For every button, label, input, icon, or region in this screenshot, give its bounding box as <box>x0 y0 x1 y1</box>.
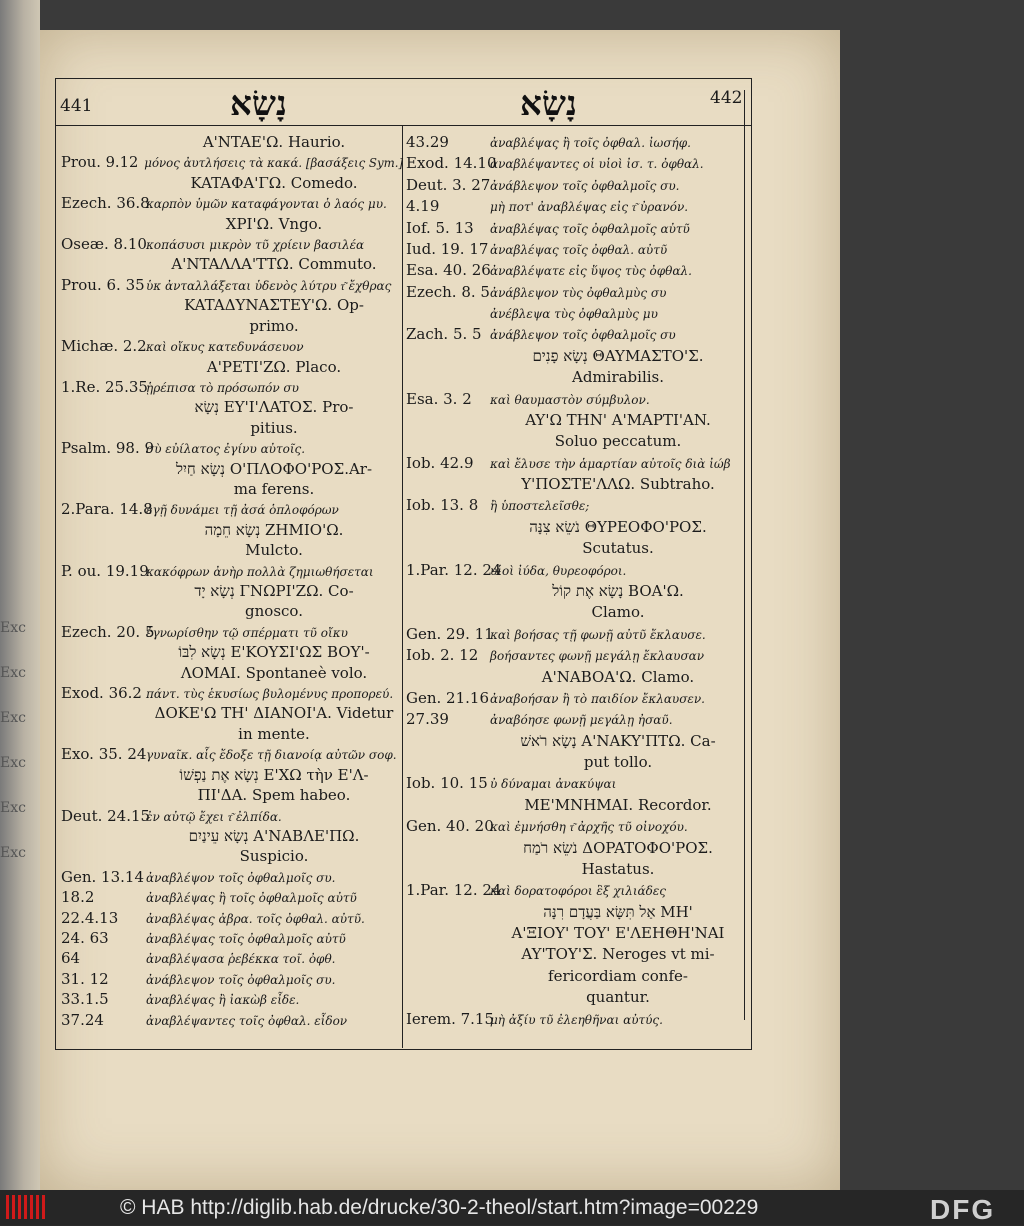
previous-page-text: Exc <box>0 620 26 636</box>
entry-line <box>406 1009 663 1030</box>
quotation: ἀναβλέψαντες τοῖς ὀφθαλ. εἶδον <box>146 1013 348 1028</box>
entry-line <box>494 752 742 772</box>
previous-page-text: Exc <box>0 665 26 681</box>
scripture-reference: Iob. 13. 8 <box>406 496 479 515</box>
quotation: ἀναβλέψας ἢ τοῖς ὀφθαλ. ἰωσήφ. <box>490 136 691 150</box>
entry-line <box>494 859 742 879</box>
entry-line <box>494 431 742 451</box>
headword: ΛOMAI. Spontaneè volo. <box>180 663 368 682</box>
scripture-reference: Prou. 9.12 <box>61 153 139 172</box>
quotation: ἢ ὑποστελεῖσθε; <box>490 499 590 514</box>
scripture-reference: Exo. 35. 24 <box>61 745 147 764</box>
headword: A'ΞIOY' TOY' E'ΛEHΘH'NAI <box>511 924 725 943</box>
headword: נְשָׂא חַיִל O'ΠΛOΦO'POΣ.Ar- <box>175 459 373 478</box>
entry-line <box>61 744 397 765</box>
headword: Admirabilis. <box>571 368 665 387</box>
entry-line <box>406 218 690 239</box>
scripture-reference: Esa. 3. 2 <box>406 389 472 408</box>
entry-line <box>494 474 742 494</box>
entry-line <box>150 724 398 744</box>
entry-line <box>61 867 335 888</box>
scripture-reference: Ezech. 8. 5 <box>406 282 490 301</box>
quotation: καὶ ἔλυσε τὴν ἁμαρτίαν αὐτοῖς διὰ ἰώβ <box>490 456 731 471</box>
entry-line <box>61 683 393 704</box>
entry-line <box>494 902 742 922</box>
entry-line <box>406 880 666 901</box>
entry-line <box>406 816 688 837</box>
headword: נֹשֵׂא צִנָּה ΘYPEOΦO'POΣ. <box>529 517 707 536</box>
scripture-reference: Gen. 13.14 <box>61 867 144 886</box>
entry-line <box>150 357 398 377</box>
headword: ma ferens. <box>233 479 315 498</box>
scripture-reference: Oseæ. 8.10 <box>61 235 147 254</box>
entry-line <box>150 418 398 438</box>
entry-line <box>150 254 398 274</box>
entry-line <box>406 688 705 709</box>
entry-line <box>61 887 357 908</box>
headword: Mulcto. <box>245 541 303 560</box>
headword: Hastatus. <box>581 859 655 878</box>
entry-line <box>494 667 742 687</box>
entry-line <box>494 410 742 430</box>
entry-line <box>494 367 742 387</box>
entry-line <box>406 453 731 474</box>
entry-line <box>150 765 398 785</box>
quotation: ὐ δύναμαι ἀνακύψαι <box>490 777 617 792</box>
previous-page-text: Exc <box>0 800 26 816</box>
headword: נְשָׂא לִבּוֹ E'KOYΣI'ΩΣ BOY'- <box>178 643 370 662</box>
entry-line <box>150 316 398 336</box>
entry-line <box>150 785 398 805</box>
entry-line <box>494 923 742 943</box>
entry-line <box>150 703 398 723</box>
entry-line <box>406 645 704 666</box>
headword: נְשָׂא יָד ΓNΩPI'ZΩ. Co- <box>194 582 354 600</box>
headword: put tollo. <box>583 753 653 772</box>
headword: נְשָׂא אֶת נַפְשׁוֹ E'XΩ τὴν E'Λ- <box>179 765 369 784</box>
quotation: καὶ οἴκυς κατεδυνάσευον <box>146 340 304 355</box>
quotation: ὑκ ἀνταλλάξεται ὑδενὸς λύτρυ τ͂ ἔχθρας <box>146 278 392 293</box>
scripture-reference: 1.Par. 12. 24 <box>406 881 502 900</box>
scripture-reference: P. ou. 19.19 <box>61 561 149 580</box>
quotation: κοπάσυσι μικρὸν τῦ χρίειν βασιλέα <box>146 238 365 253</box>
scripture-reference: 64 <box>61 949 81 968</box>
entry-line <box>406 239 667 260</box>
entry-line <box>494 602 742 622</box>
entry-line <box>150 214 398 234</box>
entry-line <box>61 1010 347 1031</box>
entry-line <box>406 303 658 324</box>
entry-line <box>406 495 589 516</box>
scripture-reference: Deut. 24.15 <box>61 806 151 825</box>
running-head-left: נָשָׂא <box>230 84 287 124</box>
quotation: υἱοὶ ἰύδα, θυρεοφόροι. <box>490 563 627 578</box>
hab-logo-icon <box>6 1195 46 1219</box>
scripture-reference: Iob. 10. 15 <box>406 774 488 793</box>
entry-line <box>150 173 398 193</box>
entry-line <box>406 153 704 174</box>
entry-line <box>406 624 706 645</box>
quotation: ἀνάβλεψον τὺς ὀφθαλμὺς συ <box>490 285 667 300</box>
quotation: ἀναβλέψας ἢ τοῖς ὀφθαλμοῖς αὐτῦ <box>146 891 357 906</box>
quotation: ἀναβόησε φωνῇ μεγάλῃ ἠσαῦ. <box>490 713 673 728</box>
headword: in mente. <box>238 724 310 743</box>
entry-line <box>494 538 742 558</box>
headword: XPI'Ω. Vngo. <box>225 214 323 233</box>
scripture-reference: 27.39 <box>406 710 449 729</box>
scripture-reference: 1.Par. 12. 24 <box>406 560 502 579</box>
entry-line <box>406 260 692 281</box>
quotation: ἀνέβλεψα τὺς ὀφθαλμὺς μυ <box>490 307 658 322</box>
previous-page-text: Exc <box>0 755 26 771</box>
entry-line <box>494 838 742 858</box>
header-rule <box>55 125 752 126</box>
entry-line <box>61 622 348 643</box>
scripture-reference: Iob. 2. 12 <box>406 646 479 665</box>
quotation: μόνος ἀυτλήσεις τὰ κακά. [βασάξεις Sym.] <box>144 156 404 171</box>
entry-line <box>61 806 282 827</box>
entry-line <box>406 175 679 196</box>
headword: נְשָׂא חֵמָה ZHMIO'Ω. <box>204 520 344 539</box>
entry-line <box>61 928 346 949</box>
scripture-reference: 31. 12 <box>61 969 109 988</box>
entry-line <box>61 969 335 990</box>
headword: gnosco. <box>245 602 303 621</box>
scripture-reference: 24. 63 <box>61 928 109 947</box>
entry-line <box>61 438 305 459</box>
page-number-left: 441 <box>60 96 93 116</box>
quotation: καρπὸν ὑμῶν καταφάγονται ὁ λαός μυ. <box>146 197 387 212</box>
entry-line <box>150 520 398 540</box>
quotation: ἀναβλέψας τοῖς ὀφθαλ. αὐτῦ <box>490 242 668 257</box>
quotation: σὺ εὐίλατος ἐγίνυ αὐτοῖς. <box>146 442 306 457</box>
quotation: ἀναβλέψατε εἰς ὕψος τὺς ὀφθαλ. <box>490 264 692 279</box>
entry-line <box>61 377 299 398</box>
headword: KATAΦA'ΓΩ. Comedo. <box>190 173 358 192</box>
headword: נְשָׂא EY'I'ΛATOΣ. Pro- <box>194 398 354 417</box>
entry-line <box>150 479 398 499</box>
entry-line <box>406 324 676 345</box>
quotation: ἀναβοήσαν ἢ τὸ παιδίον ἔκλαυσεν. <box>490 691 705 706</box>
quotation: ᾑρέπισα τὸ πρόσωπόν συ <box>146 380 299 395</box>
entry-line <box>61 499 339 520</box>
headword: A'NTAE'Ω. Haurio. <box>202 133 346 151</box>
entry-line <box>150 642 398 662</box>
entry-line <box>406 132 691 153</box>
quotation: γυναῖκ. αἷς ἔδοξε τῇ διανοίᾳ αὐτῶν σοφ. <box>146 748 397 763</box>
entry-line <box>150 459 398 479</box>
scripture-reference: 37.24 <box>61 1010 104 1029</box>
scripture-reference: Deut. 3. 27 <box>406 175 491 194</box>
scripture-reference: 2.Para. 14.8 <box>61 500 153 519</box>
scripture-reference: Prou. 6. 35 <box>61 275 145 294</box>
entry-line <box>61 152 403 173</box>
scripture-reference: Iob. 42.9 <box>406 453 474 472</box>
quotation: βοήσαντες φωνῇ μεγάλῃ ἔκλαυσαν <box>490 649 705 664</box>
quotation: μὴ ποτ' ἀναβλέψας εἰς τ͂ ὐρανόν. <box>490 200 689 215</box>
headword: Scutatus. <box>582 539 654 558</box>
entry-line <box>494 966 742 986</box>
quotation: καὶ θαυμαστὸν σύμβυλον. <box>490 392 650 407</box>
scripture-reference: Ierem. 7.15 <box>406 1009 495 1028</box>
entry-line <box>61 561 374 582</box>
quotation: ἀνάβλεψον τοῖς ὀφθαλμοῖς συ. <box>146 972 336 987</box>
headword: נְשָׂא עֵינַיִם A'NABΛE'ΠΩ. <box>188 826 360 845</box>
entry-line <box>494 581 742 601</box>
quotation: ἀναβλέψασα ῥεβέκκα τοῖ. ὀφθ. <box>146 952 336 967</box>
entry-line <box>150 846 398 866</box>
headword: AY'Ω THN' A'MAPTI'AN. <box>525 410 711 429</box>
entry-line <box>406 282 666 303</box>
quotation: μὴ ἀξίυ τῦ ἐλεηθῆναι αὐτύς. <box>490 1012 663 1027</box>
entry-line <box>494 517 742 537</box>
quotation: ἀναβλέψαντες οἱ υἱοὶ ἰσ. τ. ὀφθαλ. <box>490 157 704 172</box>
headword: נֹשֵׂא רֹמַח ΔOPATOΦO'POΣ. <box>523 838 713 857</box>
scripture-reference: Gen. 40. 20 <box>406 817 494 836</box>
headword: A'NTAΛΛA'TTΩ. Commuto. <box>171 255 377 274</box>
headword: ME'MNHMAI. Recordor. <box>524 795 712 814</box>
quotation: ἐν αὐτῷ ἔχει τ͂ ἐλπίδα. <box>146 809 282 824</box>
entry-line <box>150 397 398 417</box>
running-head-right: נָשָׂא <box>520 84 577 124</box>
entry-line <box>61 336 304 357</box>
headword: נָשָׂא אֶת קוֹל BOA'Ω. <box>552 582 684 600</box>
headword: AY'TOY'Σ. Neroges vt mi- <box>521 945 715 964</box>
headword: primo. <box>249 316 299 335</box>
quotation: ἀναβλέψας τοῖς ὀφθαλμοῖς αὐτῦ <box>490 221 690 236</box>
headword: אַל תִּשָּׂא בַּעֲדָם רִנָּה MH' <box>543 902 693 921</box>
quotation: καὶ ἐμνήσθη τ͂ ἀρχῆς τῦ οἰνοχόυ. <box>490 820 688 835</box>
quotation: καὶ δορατοφόροι ἓξ χιλιάδες <box>490 884 667 899</box>
scripture-reference: Psalm. 98. 9 <box>61 439 155 458</box>
scripture-reference: Iud. 19. 17 <box>406 239 489 258</box>
entry-line <box>406 709 673 730</box>
entry-line <box>150 295 398 315</box>
scripture-reference: 33.1.5 <box>61 990 109 1009</box>
entry-line <box>406 389 650 410</box>
entry-line <box>61 234 364 255</box>
headword: KATAΔYNAΣTEY'Ω. Op- <box>184 296 364 315</box>
entry-line <box>494 944 742 964</box>
scripture-reference: Zach. 5. 5 <box>406 325 482 344</box>
entry-line <box>150 826 398 846</box>
scripture-reference: Exod. 14.10 <box>406 154 497 173</box>
quotation: πάντ. τὺς ἑκυσίως βυλομένυς προπορεύ. <box>146 687 394 702</box>
quotation: κακόφρων ἀνὴρ πολλὰ ζημιωθήσεται <box>146 564 374 579</box>
outer-rule <box>744 90 745 1020</box>
entry-line <box>61 275 391 296</box>
headword: נָשָׂא רֹאשׁ A'NAKY'ΠTΩ. Ca- <box>520 731 716 750</box>
headword: Y'ΠOΣTE'ΛΛΩ. Subtraho. <box>521 475 715 494</box>
headword: ΔOKE'Ω TH' ΔIANOI'A. Videtur <box>154 704 394 723</box>
scripture-reference: Iof. 5. 13 <box>406 218 474 237</box>
headword: Suspicio. <box>239 847 309 866</box>
scripture-reference: 18.2 <box>61 888 95 907</box>
scripture-reference: 22.4.13 <box>61 908 119 927</box>
headword: נְשָׂא פָנִים ΘAYMAΣTO'Σ. <box>532 346 704 365</box>
entry-line <box>150 601 398 621</box>
scripture-reference: 1.Re. 25.35 <box>61 377 148 396</box>
entry-line <box>150 132 398 152</box>
page-number-right: 442 <box>710 88 743 108</box>
entry-line <box>61 989 299 1010</box>
headword: Soluo peccatum. <box>554 432 682 451</box>
scripture-reference: 43.29 <box>406 133 449 151</box>
column-divider <box>402 125 403 1048</box>
quotation: ἀναβλέψον τοῖς ὀφθαλμοῖς συ. <box>146 870 336 885</box>
dfg-logo: DFG <box>930 1194 996 1225</box>
scripture-reference: Gen. 21.16 <box>406 688 489 707</box>
entry-line <box>150 663 398 683</box>
entry-line <box>494 346 742 366</box>
quotation: καὶ βοήσας τῇ φωνῇ αὐτῦ ἔκλαυσε. <box>490 627 706 642</box>
entry-line <box>150 581 398 601</box>
entry-line <box>61 908 365 929</box>
quotation: ἐγῇ δυνάμει τῇ ἀσά ὁπλοφόρων <box>146 503 339 518</box>
headword: pitius. <box>250 418 298 437</box>
entry-line <box>61 948 336 969</box>
previous-page-text: Exc <box>0 710 26 726</box>
entry-line <box>406 196 688 217</box>
entry-line <box>406 773 616 794</box>
entry-line <box>61 193 387 214</box>
previous-page-text: Exc <box>0 845 26 861</box>
scripture-reference: Esa. 40. 26 <box>406 261 491 280</box>
headword: A'NABOA'Ω. Clamo. <box>541 667 695 686</box>
entry-line <box>150 540 398 560</box>
headword: quantur. <box>586 988 650 1007</box>
entry-line <box>406 560 626 581</box>
quotation: ἀναβλέψας ἢ ἰακὼβ εἶδε. <box>146 993 300 1008</box>
headword: ΠI'ΔA. Spem habeo. <box>197 786 351 805</box>
previous-page-edge <box>0 0 40 1190</box>
entry-line <box>494 731 742 751</box>
quotation: ἀναβλέψας ἀβρα. τοῖς ὀφθαλ. αὐτῦ. <box>146 911 365 926</box>
scripture-reference: Gen. 29. 11 <box>406 624 494 643</box>
quotation: ἀνάβλεψον τοῖς ὀφθαλμοῖς συ. <box>490 178 680 193</box>
entry-line <box>494 987 742 1007</box>
headword: A'PETI'ZΩ. Placo. <box>206 357 342 376</box>
scripture-reference: Ezech. 36.8 <box>61 194 150 213</box>
footer-copyright: © HAB http://diglib.hab.de/drucke/30-2-theol/start.htm?image=00229 <box>120 1196 759 1219</box>
scripture-reference: Ezech. 20. 5 <box>61 622 155 641</box>
scripture-reference: Michæ. 2.2 <box>61 337 147 356</box>
scripture-reference: Exod. 36.2 <box>61 684 142 703</box>
quotation: ἐγνωρίσθην τῷ σπέρματι τῦ οἴκυ <box>146 625 348 640</box>
headword: fericordiam confe- <box>548 966 688 985</box>
quotation: ἀνάβλεψον τοῖς ὀφθαλμοῖς συ <box>490 328 676 343</box>
entry-line <box>494 795 742 815</box>
scripture-reference: 4.19 <box>406 197 440 216</box>
quotation: ἀναβλέψας τοῖς ὀφθαλμοῖς αὐτῦ <box>146 931 346 946</box>
headword: Clamo. <box>591 603 645 622</box>
